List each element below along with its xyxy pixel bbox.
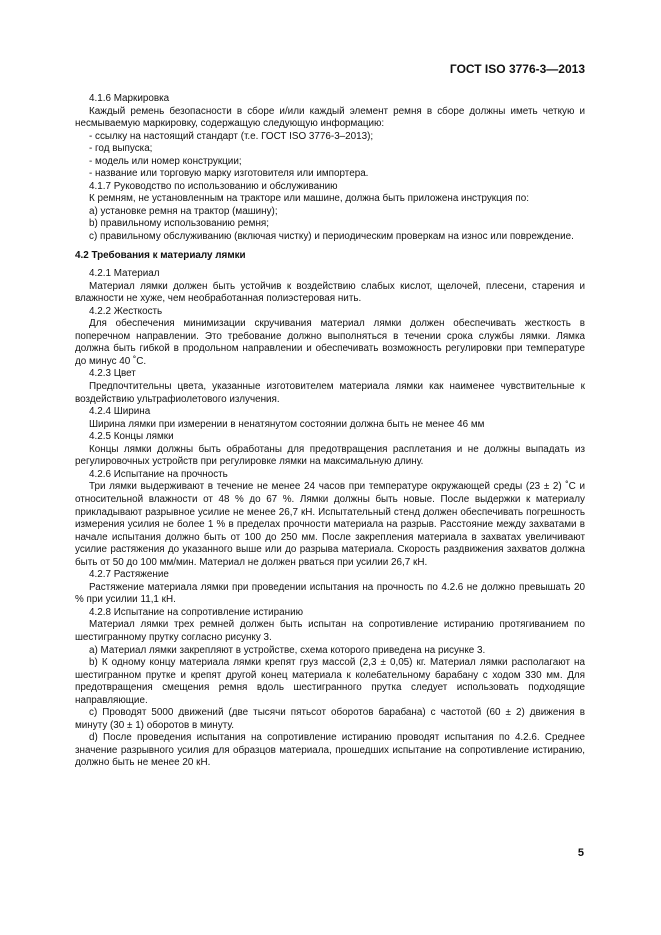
paragraph: Предпочтительны цвета, указанные изготовителем материала лямки как наименее чувствительные к воздействию ультрафиолетового излучения. <box>75 381 585 405</box>
subsection-heading-4-1-6: 4.1.6 Маркировка <box>89 93 170 104</box>
subsection-heading-4-2-4: 4.2.4 Ширина <box>89 406 151 418</box>
subsection-heading-4-2-3: 4.2.3 Цвет <box>89 368 136 380</box>
list-item: c) Проводят 5000 движений (две тысячи пятьсот оборотов барабана) с частотой (60 ± 2) движения в минуту (30 ± 1) оборотов в минуту. <box>75 707 585 731</box>
list-item: - название или торговую марку изготовителя или импортера. <box>89 168 369 180</box>
section-heading-4-2: 4.2 Требования к материалу лямки <box>75 249 246 261</box>
paragraph: Три лямки выдерживают в течение не менее 24 часов при температуре окружающей среды (23 ± 2) ˚С и относительной влажности от 48 % до 67 %. Лямки должны быть новые. После выдержки к материалу прикладывают разрывное усилие не менее 26,7 кН. Испытательный стенд должен обеспечивать погрешность измерения усилия не более 1 % в пределах прочности материала на разрыв. Расстояние между захватами в начале испытания должно быть от 100 до 250 мм. После закрепления материала в захватах увеличивают усилие растяжения до указанного выше или до разрыва материала. Скорость раздвижения захватов должна быть от 50 до 100 мм/мин. Материал не должен рваться при усилии 26,7 кН. <box>75 481 585 568</box>
subsection-heading-4-2-7: 4.2.7 Растяжение <box>89 569 169 581</box>
list-item: - год выпуска; <box>89 143 153 155</box>
document-code-header: ГОСТ ISO 3776-3—2013 <box>449 62 585 76</box>
list-item: а) установке ремня на трактор (машину); <box>89 205 278 217</box>
list-item: b) К одному концу материала лямки крепят груз массой (2,3 ± 0,05) кг. Материал лямки располагают на шестигранном прутке и крепят другой конец материала к колебательному барабану с ходом 330 мм. Для предотвращения смещения ремня вдоль шестигранного прутка следует использовать подходящие направляющие. <box>75 657 585 706</box>
list-item: - модель или номер конструкции; <box>89 155 242 167</box>
paragraph: Концы лямки должны быть обработаны для предотвращения расплетания и не должны выпадать из регулировочных устройств при регулировке лямки на максимальную длину. <box>75 443 585 468</box>
paragraph: Для обеспечения минимизации скручивания материал лямки должен обеспечивать жесткость в поперечном направлении. Это требование должно выполняться в течении срока службы лямки. Лямка должна быть гибкой в продольном направлении и обеспечивать возможность регулировки при температуре до минус 40 ˚С. <box>75 318 585 367</box>
paragraph: Каждый ремень безопасности в сборе и/или каждый элемент ремня в сборе должны иметь четкую и несмываемую маркировку, содержащую следующую информацию: <box>75 105 585 130</box>
subsection-heading-4-2-5: 4.2.5 Концы лямки <box>89 431 174 443</box>
paragraph: Материал лямки должен быть устойчив к воздействию слабых кислот, щелочей, плесени, старения и влажности не хуже, чем необработанная полиэстеровая нить. <box>75 280 585 305</box>
subsection-heading-4-1-7: 4.1.7 Руководство по использованию и обслуживанию <box>89 180 338 192</box>
subsection-heading-4-2-6: 4.2.6 Испытание на прочность <box>89 468 228 480</box>
paragraph: Растяжение материала лямки при проведении испытания на прочность по 4.2.6 не должно превышать 20 % при усилии 11,1 кН. <box>75 581 585 606</box>
list-item: b) правильному использованию ремня; <box>89 218 270 230</box>
list-item: а) Материал лямки закрепляют в устройстве, схема которого приведена на рисунке 3. <box>89 644 486 656</box>
list-item: с) правильному обслуживанию (включая чистку) и периодическим проверкам на износ или повреждение. <box>89 231 574 243</box>
paragraph: Материал лямки трех ремней должен быть испытан на сопротивление истиранию протягиванием по шестигранному прутку согласно рисунку 3. <box>75 619 585 643</box>
subsection-heading-4-2-2: 4.2.2 Жесткость <box>89 305 163 317</box>
list-item: - ссылку на настоящий стандарт (т.е. ГОСТ ISO 3776-3–2013); <box>89 130 374 142</box>
paragraph: К ремням, не установленным на тракторе или машине, должна быть приложена инструкция по: <box>89 193 529 205</box>
subsection-heading-4-2-8: 4.2.8 Испытание на сопротивление истиранию <box>89 606 304 618</box>
paragraph: Ширина лямки при измерении в ненатянутом состоянии должна быть не менее 46 мм <box>89 418 485 430</box>
document-body <box>75 93 585 770</box>
subsection-heading-4-2-1: 4.2.1 Материал <box>89 268 160 280</box>
page-number: 5 <box>577 847 584 859</box>
list-item: d) После проведения испытания на сопротивление истиранию проводят испытания по 4.2.6. Среднее значение разрывного усилия для образцов материала, прошедших испытание на сопротивление истиранию, должно быть не менее 20 кН. <box>75 732 585 769</box>
